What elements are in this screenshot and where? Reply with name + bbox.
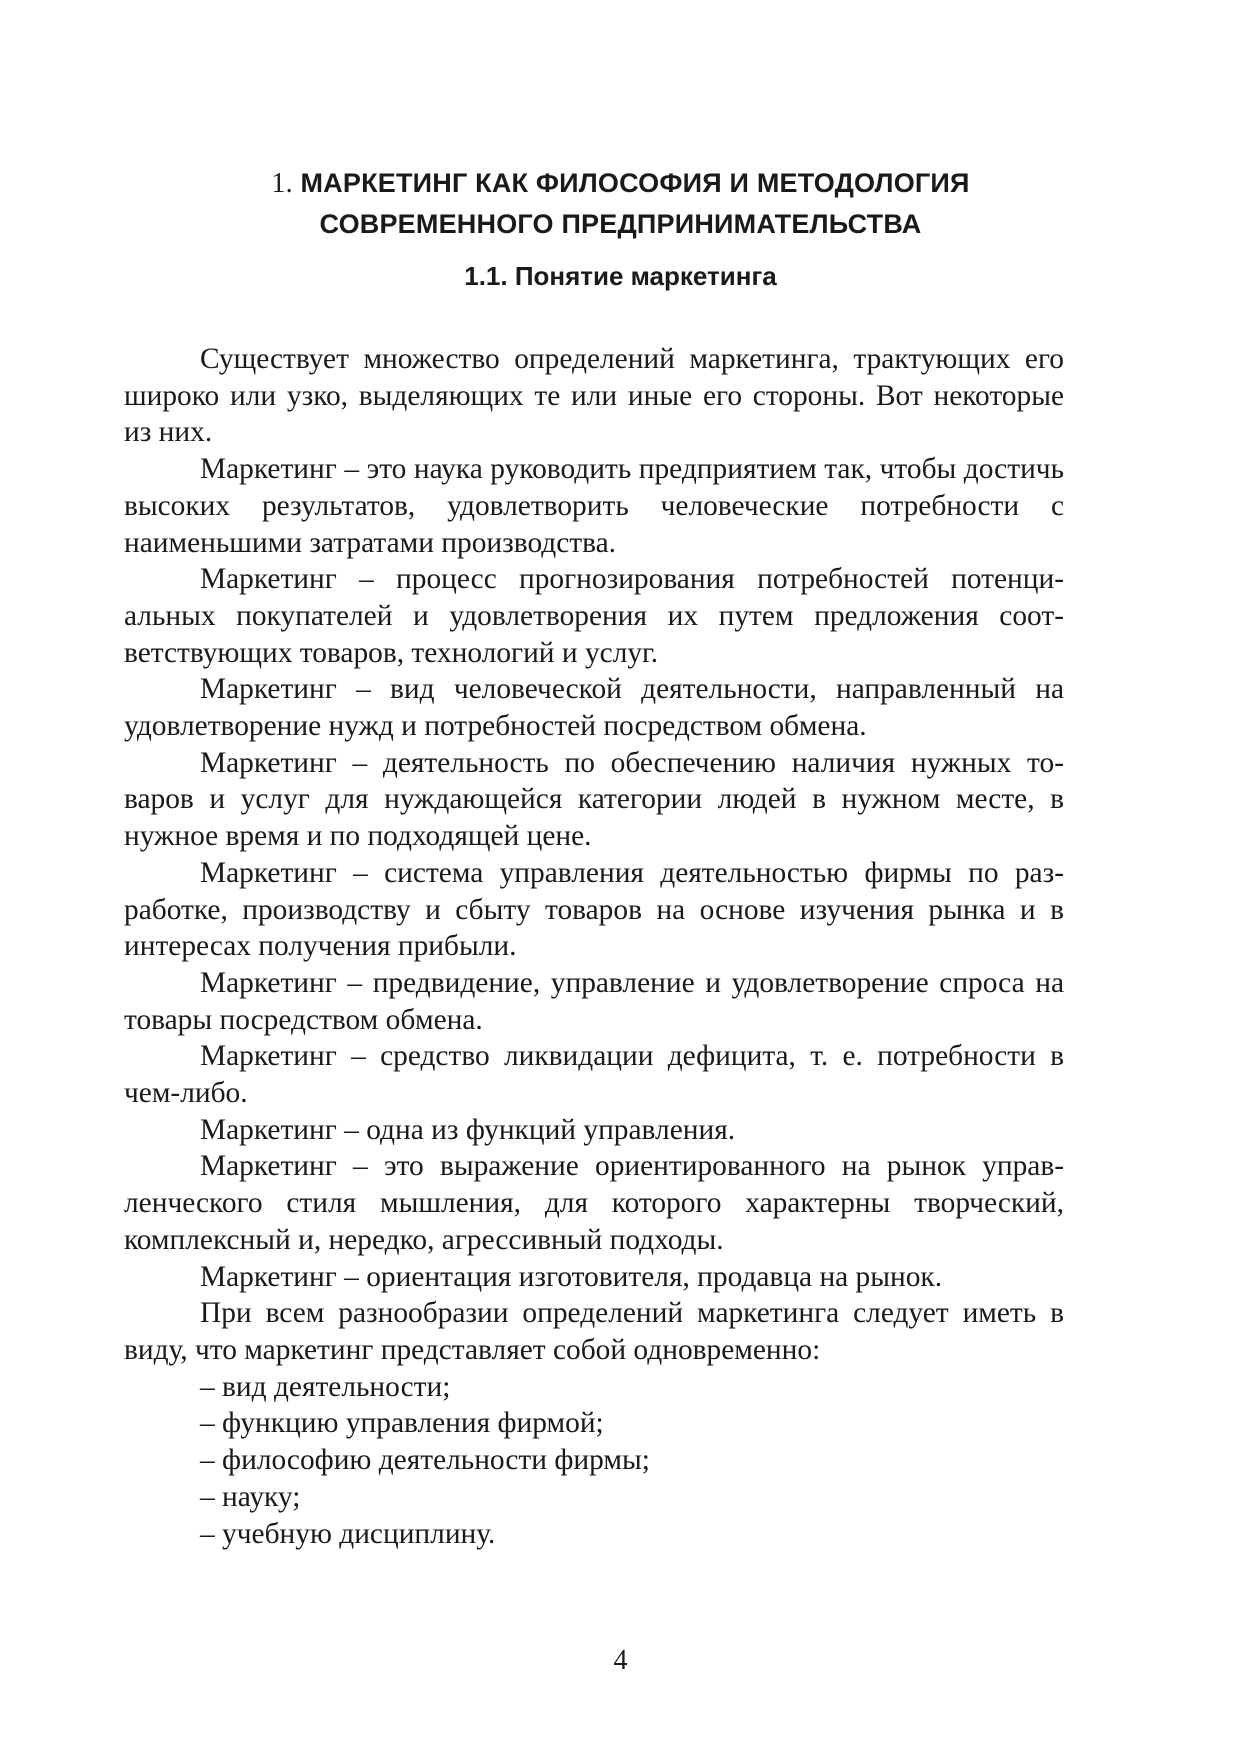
chapter-title-line-2: СОВРЕМЕННОГО ПРЕДПРИНИМАТЕЛЬСТВА	[319, 209, 922, 239]
paragraph: Маркетинг – средство ликвидации дефицита, т. е. потребности в чем-либо.	[124, 1040, 1064, 1110]
chapter-title-line-1	[0, 163, 1241, 204]
list-item: – науку;	[200, 1480, 301, 1513]
paragraph: Маркетинг – это выражение ориентированного на рынок управленческого стиля мышления, для которого характерны творческий, комплексный и, нередко, агрессивный подходы.	[124, 1150, 1064, 1256]
body-text	[124, 341, 1064, 1552]
list-item: – философию деятельности фирмы;	[200, 1444, 650, 1477]
list-item: – учебную дисциплину.	[200, 1517, 496, 1550]
paragraph: Маркетинг – это наука руководить предприятием так, чтобы достичь высоких результатов, удовлетворить человеческие потребности с наименьшими затратами производства.	[124, 453, 1064, 559]
chapter-title	[0, 163, 1241, 244]
paragraph: Маркетинг – процесс прогнозирования потребностей потенциальных покупателей и удовлетворения их путем предложения соответствующих товаров, технологий и услуг.	[124, 563, 1064, 669]
paragraph: Маркетинг – ориентация изготовителя, продавца на рынок.	[200, 1260, 943, 1293]
list-item: – вид деятельности;	[200, 1370, 451, 1403]
chapter-number: 1.	[271, 168, 293, 199]
page-number: 4	[613, 1645, 628, 1676]
paragraph: Существует множество определений маркетинга, трактующих его широко или узко, выделяющих те или иные его стороны. Вот некоторые из них.	[124, 343, 1064, 449]
paragraph: Маркетинг – предвидение, управление и удовлетворение спроса на товары посредством обмена.	[124, 966, 1064, 1036]
chapter-title-text-1: МАРКЕТИНГ КАК ФИЛОСОФИЯ И МЕТОДОЛОГИЯ	[300, 168, 970, 198]
paragraph: Маркетинг – деятельность по обеспечению наличия нужных товаров и услуг для нуждающейся категории людей в нужном месте, в нужное время и по подходящей цене.	[124, 746, 1064, 853]
paragraph: Маркетинг – система управления деятельностью фирмы по разработке, производству и сбыту товаров на основе изучения рынка и в интересах получения прибыли.	[124, 856, 1064, 963]
paragraph: Маркетинг – одна из функций управления.	[200, 1113, 736, 1146]
paragraph: Маркетинг – вид человеческой деятельности, направленный на удовлетворение нужд и потребностей посредством обмена.	[124, 673, 1064, 743]
definition-list	[124, 1369, 1064, 1553]
paragraph: При всем разнообразии определений маркетинга следует иметь в виду, что маркетинг представляет собой одновременно:	[124, 1297, 1064, 1366]
list-item: – функцию управления фирмой;	[200, 1407, 604, 1440]
section-title: 1.1. Понятие маркетинга	[464, 261, 777, 291]
